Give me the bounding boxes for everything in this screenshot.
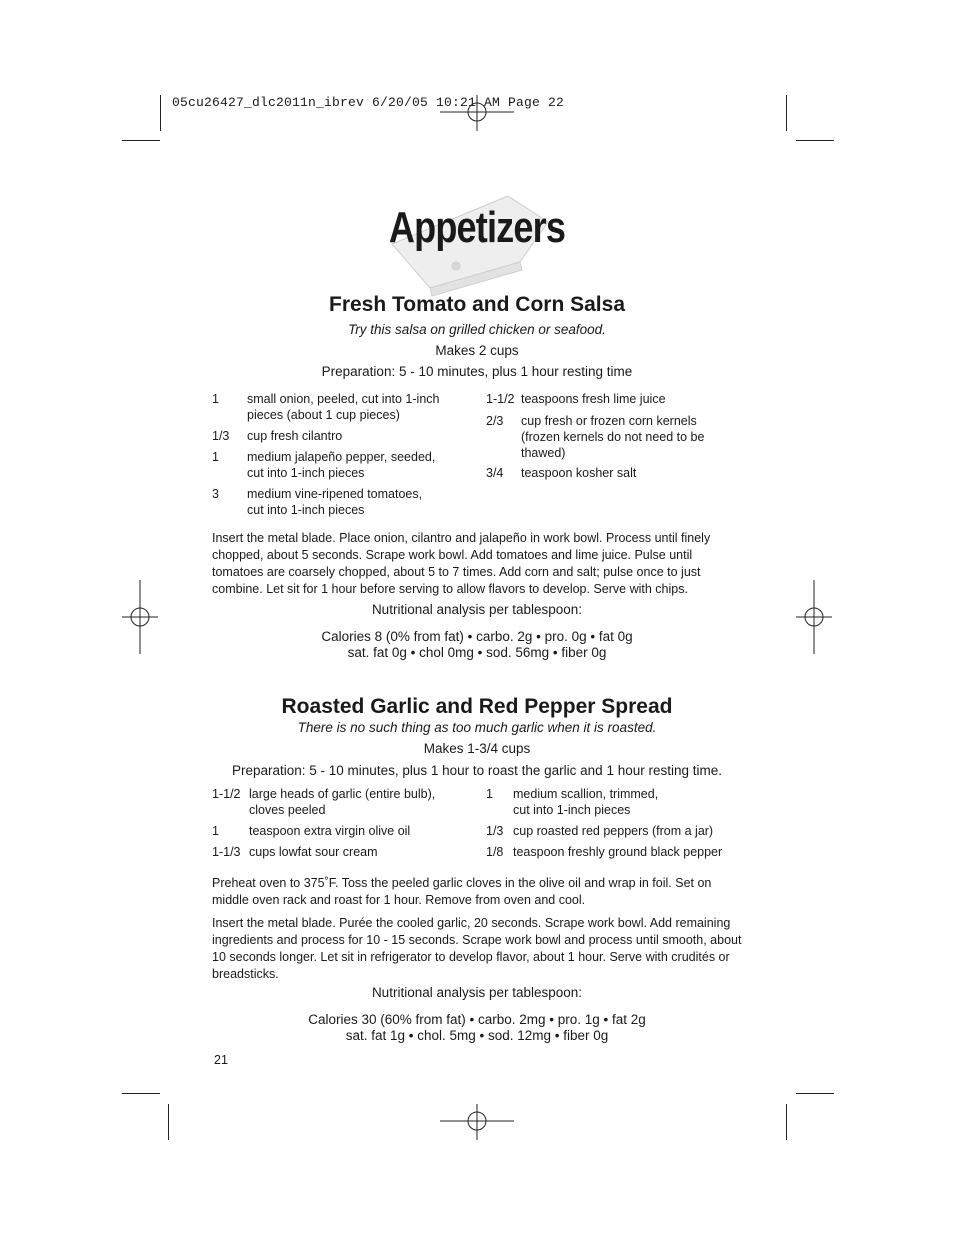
section-title: Appetizers	[388, 203, 566, 252]
recipe-title: Fresh Tomato and Corn Salsa	[329, 293, 625, 316]
ingredient-item: 1 medium jalapeño pepper, seeded, cut into 1-inch pieces	[212, 450, 436, 480]
ingredient-item: 1 teaspoon extra virgin olive oil	[212, 824, 411, 838]
recipe-yield: Makes 2 cups	[435, 343, 519, 358]
nutrition-line: sat. fat 0g • chol 0mg • sod. 56mg • fiber 0g	[347, 645, 607, 660]
nutrition-line: Calories 30 (60% from fat) • carbo. 2mg • pro. 1g • fat 2g	[308, 1012, 646, 1027]
recipe-subtitle: There is no such thing as too much garlic when it is roasted.	[297, 720, 657, 735]
ingredient-item: 1 medium scallion, trimmed, cut into 1-inch pieces	[486, 787, 659, 817]
directions-paragraph: Insert the metal blade. Place onion, cilantro and jalapeño in work bowl. Process until finely chopped, about 5 seconds. Scrape work bowl. Add tomatoes and lime juice. Pulse until tomatoes are coarsely chopped, about 5 to 7 times. Add corn and salt; pulse once to just combine. Let sit for 1 hour before serving to allow flavors to develop. Serve with chips.	[212, 531, 711, 596]
directions-paragraph: Preheat oven to 375˚F. Toss the peeled garlic cloves in the olive oil and wrap in foil. Set on middle oven rack and roast for 1 hour. Remove from oven and cool.	[212, 876, 712, 907]
registration-mark-top	[440, 95, 514, 131]
ingredient-item: 1-1/2 teaspoons fresh lime juice	[486, 392, 666, 406]
page-number: 21	[214, 1053, 228, 1067]
recipe-subtitle: Try this salsa on grilled chicken or seafood.	[348, 322, 606, 337]
nutrition-heading: Nutritional analysis per tablespoon:	[371, 602, 583, 617]
registration-mark-bottom	[440, 1104, 514, 1140]
ingredient-item: 2/3 cup fresh or frozen corn kernels (frozen kernels do not need to be thawed)	[486, 414, 705, 460]
ingredient-item: 1-1/3 cups lowfat sour cream	[212, 845, 378, 859]
ingredient-item: 1/3 cup roasted red peppers (from a jar)	[486, 824, 714, 838]
recipe-prep-time: Preparation: 5 - 10 minutes, plus 1 hour to roast the garlic and 1 hour resting time.	[231, 763, 722, 778]
ingredient-item: 1-1/2 large heads of garlic (entire bulb), cloves peeled	[212, 787, 436, 817]
recipe-prep-time: Preparation: 5 - 10 minutes, plus 1 hour resting time	[321, 364, 633, 379]
ingredient-item: 3/4 teaspoon kosher salt	[486, 466, 637, 480]
nutrition-line: sat. fat 1g • chol. 5mg • sod. 12mg • fiber 0g	[345, 1028, 609, 1043]
directions-paragraph: Insert the metal blade. Purée the cooled garlic, 20 seconds. Scrape work bowl. Add remaining ingredients and process for 10 - 15 seconds. Scrape work bowl and process until smooth, about 10 seconds longer. Let sit in refrigerator to develop flavor, about 1 hour. Serve with crudités or breadsticks.	[212, 916, 742, 981]
ingredient-item: 3 medium vine-ripened tomatoes, cut into 1-inch pieces	[212, 487, 423, 517]
nutrition-heading: Nutritional analysis per tablespoon:	[371, 985, 583, 1000]
ingredient-item: 1/3 cup fresh cilantro	[212, 429, 343, 443]
recipe-title: Roasted Garlic and Red Pepper Spread	[281, 695, 673, 718]
ingredient-item: 1/8 teaspoon freshly ground black pepper	[486, 845, 723, 859]
recipe-yield: Makes 1-3/4 cups	[423, 741, 531, 756]
ingredient-item: 1 small onion, peeled, cut into 1-inch pieces (about 1 cup pieces)	[212, 392, 440, 422]
print-slug: 05cu26427_dlc2011n_ibrev 6/20/05 10:21 AM Page 22	[172, 95, 565, 110]
nutrition-line: Calories 8 (0% from fat) • carbo. 2g • pro. 0g • fat 0g	[321, 629, 633, 644]
